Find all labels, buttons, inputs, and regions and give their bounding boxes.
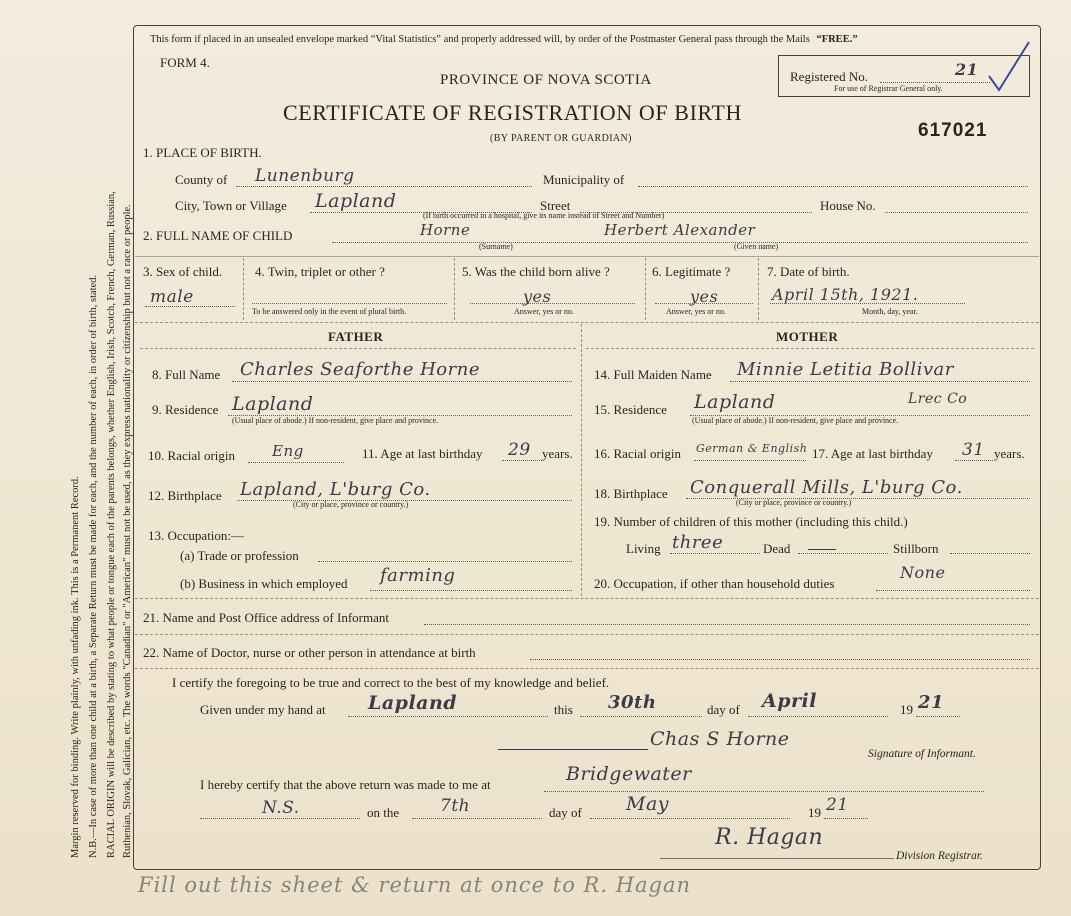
mother-age-line	[955, 460, 993, 461]
margin-note-racial-origin: RACIAL ORIGIN will be described by stating to what people or tongue each of the parents belongs, whether English, Irish, Scotch, French, German, Russian,	[106, 191, 117, 858]
registrar-signature-line	[660, 858, 894, 859]
mother-name-label: 14. Full Maiden Name	[594, 367, 712, 382]
given-place-value: Lapland	[368, 692, 458, 714]
mother-name-line	[730, 381, 1030, 382]
city-label: City, Town or Village	[175, 198, 287, 213]
father-heading-rule	[140, 348, 576, 349]
birth-date-caption: Month, day, year.	[862, 307, 918, 316]
given-day-value: 30th	[608, 692, 657, 713]
registrar-caption: Division Registrar.	[896, 850, 983, 862]
informant-line	[424, 624, 1030, 625]
legitimate-line	[655, 303, 753, 304]
given-year-line	[916, 716, 960, 717]
divider-5-6	[645, 258, 646, 320]
sex-line	[145, 306, 235, 307]
given-year-value: 21	[918, 692, 945, 713]
divider-parents	[135, 322, 1039, 323]
mother-race-value: German & English	[696, 442, 808, 455]
given-day-of-label: day of	[707, 702, 740, 717]
father-race-label: 10. Racial origin	[148, 448, 236, 463]
registrar-province-value: N.S.	[262, 798, 300, 818]
father-age-value: 29	[508, 440, 531, 460]
county-value: Lunenburg	[255, 166, 355, 186]
registrar-signature: R. Hagan	[715, 825, 824, 850]
father-birthplace-label: 12. Birthplace	[148, 488, 222, 503]
birth-date-label: 7. Date of birth.	[767, 264, 850, 279]
alive-line	[470, 303, 635, 304]
father-race-value: Eng	[272, 442, 304, 460]
page-title: CERTIFICATE OF REGISTRATION OF BIRTH	[283, 100, 742, 125]
municipality-label: Municipality of	[543, 172, 625, 187]
stillborn-label: Stillborn	[893, 541, 939, 556]
house-number-label: House No.	[820, 198, 876, 213]
occupation-label: 13. Occupation:—	[148, 528, 245, 543]
child-name-line	[332, 242, 1028, 243]
registrar-day-line	[412, 818, 542, 819]
given-under-label: Given under my hand at	[200, 702, 326, 717]
registrar-on-the-label: on the	[367, 805, 400, 820]
father-age-line	[502, 460, 542, 461]
registrar-day-value: 7th	[440, 796, 471, 816]
informant-certify-text: I certify the foregoing to be true and correct to the best of my knowledge and belief.	[172, 675, 610, 690]
street-label: Street	[540, 198, 571, 213]
divider-informant	[135, 598, 1039, 599]
registered-label: Registered No.	[790, 69, 868, 84]
sex-value: male	[150, 287, 194, 307]
given-this-label: this	[554, 702, 573, 717]
margin-note-racial-words: Ruthenian, Slovak, Galician, etc. The words "Canadian" or "American" must not be used, as they express nationality or citizenship but not a race or people.	[122, 204, 133, 858]
certificate-number: 617021	[918, 120, 988, 141]
check-mark-icon	[985, 38, 1035, 98]
child-given-value: Herbert Alexander	[604, 221, 756, 239]
alive-caption: Answer, yes or no.	[514, 307, 574, 316]
margin-note-binding: Margin reserved for binding. Write plainly, with unfading ink. This is a Permanent Record.	[70, 476, 81, 858]
father-name-label: 8. Full Name	[152, 367, 221, 382]
given-year-prefix: 19	[900, 702, 913, 717]
informant-signature-line	[498, 749, 648, 750]
registrar-place-line	[544, 791, 984, 792]
registered-value: 21	[955, 60, 979, 79]
living-label: Living	[626, 541, 661, 556]
given-month-line	[748, 716, 888, 717]
mother-occupation-label: 20. Occupation, if other than household duties	[594, 576, 835, 591]
living-line	[670, 553, 760, 554]
registrar-year-prefix: 19	[808, 805, 821, 820]
child-surname-value: Horne	[420, 221, 471, 239]
living-value: three	[672, 532, 724, 553]
page-subtitle: (BY PARENT OR GUARDIAN)	[490, 133, 632, 144]
mother-birthplace-label: 18. Birthplace	[594, 486, 668, 501]
mother-race-line	[694, 460, 806, 461]
municipality-line	[638, 186, 1028, 187]
place-of-birth-label: 1. PLACE OF BIRTH.	[143, 145, 262, 160]
divider-certify	[135, 668, 1039, 669]
trade-label: (a) Trade or profession	[180, 548, 299, 563]
divider-22	[135, 634, 1039, 635]
registrar-certify-text: I hereby certify that the above return was made to me at	[200, 777, 491, 792]
stillborn-line	[950, 553, 1030, 554]
twin-label: 4. Twin, triplet or other ?	[255, 264, 385, 279]
twin-note: To be answered only in the event of plural birth.	[252, 307, 407, 316]
birth-date-value: April 15th, 1921.	[772, 285, 919, 304]
mother-occupation-line	[876, 590, 1030, 591]
mother-residence-label: 15. Residence	[594, 402, 667, 417]
child-name-label: 2. FULL NAME OF CHILD	[143, 228, 293, 243]
mother-race-label: 16. Racial origin	[594, 446, 682, 461]
child-given-caption: (Given name)	[734, 242, 779, 251]
divider-6-7	[758, 258, 759, 320]
registrar-province-line	[200, 818, 360, 819]
county-label: County of	[175, 172, 228, 187]
mother-residence-caption: (Usual place of abode.) If non-resident, give place and province.	[692, 416, 899, 425]
birth-date-line	[770, 303, 965, 304]
mail-notice-text: This form if placed in an unsealed envelope marked “Vital Statistics” and properly addressed will, by order of the Postmaster General pass through the Mails	[150, 34, 810, 45]
registered-note: For use of Registrar General only.	[834, 84, 943, 93]
registrar-year-line	[824, 818, 868, 819]
registered-line	[880, 82, 990, 83]
alive-label: 5. Was the child born alive ?	[462, 264, 610, 279]
margin-note-multiple-births: N.B.—In case of more than one child at a birth, a Separate Return must be made for each, and the number of each, in order of birth, stated.	[88, 274, 99, 858]
mail-notice-free: “FREE.”	[816, 34, 858, 45]
trade-line	[318, 561, 572, 562]
informant-signature-caption: Signature of Informant.	[868, 748, 976, 760]
mother-residence-value: Lapland	[694, 391, 776, 413]
registrar-month-value: May	[626, 793, 670, 815]
registrar-day-of-label: day of	[549, 805, 582, 820]
county-line	[236, 186, 532, 187]
mother-age-value: 31	[962, 440, 985, 460]
father-race-line	[248, 462, 344, 463]
form-number: FORM 4.	[160, 55, 210, 70]
informant-signature: Chas S Horne	[650, 728, 790, 750]
twin-line	[252, 303, 447, 304]
attendant-line	[530, 659, 1030, 660]
mother-birthplace-value: Conquerall Mills, L'burg Co.	[690, 477, 963, 498]
father-age-label: 11. Age at last birthday	[362, 446, 483, 461]
child-surname-caption: (Surname)	[479, 242, 513, 251]
father-birthplace-value: Lapland, L'burg Co.	[240, 479, 431, 500]
hospital-note: (If birth occurred in a hospital, give its name instead of Street and Number)	[423, 211, 665, 220]
dead-line	[798, 553, 888, 554]
given-month-value: April	[762, 690, 817, 712]
attendant-label: 22. Name of Doctor, nurse or other person in attendance at birth	[143, 645, 476, 660]
father-residence-label: 9. Residence	[152, 402, 219, 417]
registrar-year-value: 21	[826, 795, 849, 815]
registrar-month-line	[590, 818, 790, 819]
mother-age-unit: years.	[994, 446, 1025, 461]
footer-handwritten-note: Fill out this sheet & return at once to R. Hagan	[138, 873, 692, 897]
city-value: Lapland	[315, 190, 397, 212]
mother-name-value: Minnie Letitia Bollivar	[737, 359, 954, 380]
legitimate-label: 6. Legitimate ?	[652, 264, 731, 279]
column-divider	[581, 324, 582, 596]
father-residence-value: Lapland	[232, 393, 314, 415]
mother-birthplace-caption: (City or place, province or country.)	[736, 498, 852, 507]
children-count-label: 19. Number of children of this mother (including this child.)	[594, 514, 908, 529]
house-number-line	[885, 212, 1028, 213]
divider-3-4	[243, 258, 244, 320]
given-day-line	[580, 716, 702, 717]
mother-age-label: 17. Age at last birthday	[812, 446, 933, 461]
father-heading: FATHER	[328, 329, 384, 344]
mother-occupation-value: None	[900, 563, 946, 582]
legitimate-value: yes	[690, 287, 719, 306]
mother-heading-rule	[586, 348, 1034, 349]
divider-row-3	[135, 256, 1039, 257]
province-heading: PROVINCE OF NOVA SCOTIA	[440, 72, 652, 88]
divider-4-5	[454, 258, 455, 320]
legitimate-caption: Answer, yes or no.	[666, 307, 726, 316]
registrar-place-value: Bridgewater	[566, 763, 692, 785]
business-value: farming	[380, 565, 456, 586]
sex-label: 3. Sex of child.	[143, 264, 223, 279]
mother-heading: MOTHER	[776, 329, 839, 344]
dead-dash	[808, 549, 836, 550]
father-name-line	[232, 381, 572, 382]
alive-value: yes	[523, 287, 552, 306]
given-place-line	[348, 716, 548, 717]
dead-label: Dead	[763, 541, 791, 556]
father-birthplace-caption: (City or place, province or country.)	[293, 500, 409, 509]
mother-residence-extra: Lrec Co	[908, 391, 968, 407]
father-name-value: Charles Seaforthe Horne	[240, 359, 480, 380]
father-residence-caption: (Usual place of abode.) If non-resident, give place and province.	[232, 416, 439, 425]
business-label: (b) Business in which employed	[180, 576, 348, 591]
father-age-unit: years.	[542, 446, 573, 461]
business-line	[370, 590, 572, 591]
informant-label: 21. Name and Post Office address of Informant	[143, 610, 389, 625]
